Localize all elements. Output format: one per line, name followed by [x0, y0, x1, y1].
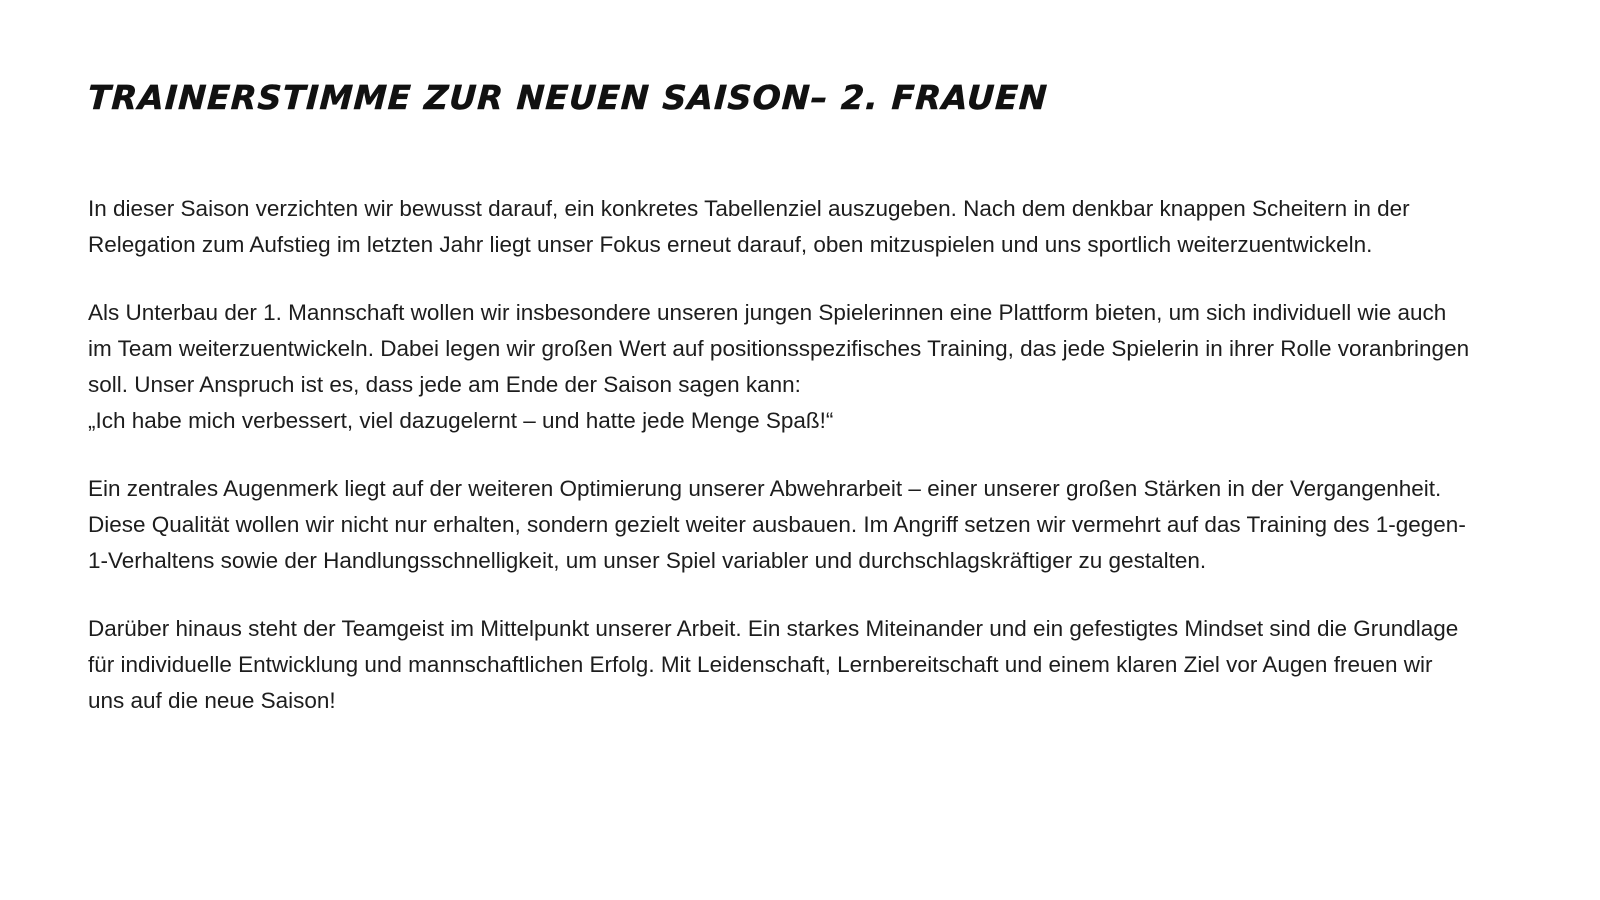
page-title: TRAINERSTIMME ZUR NEUEN SAISON– 2. FRAUEN [86, 78, 1050, 117]
paragraph-1: In dieser Saison verzichten wir bewusst darauf, ein konkretes Tabellenziel auszugeben. Nach dem denkbar knappen Scheitern in der Relegation zum Aufstieg im letzten Jahr liegt unser Fokus erneut darauf, oben mitzuspielen und uns sportlich weiterzuentwickeln. [88, 196, 1410, 257]
paragraph-2-block [88, 295, 1473, 439]
paragraph-2-quote: „Ich habe mich verbessert, viel dazugelernt – und hatte jede Menge Spaß!“ [88, 408, 834, 433]
article-body [88, 191, 1473, 719]
paragraph-4: Darüber hinaus steht der Teamgeist im Mittelpunkt unserer Arbeit. Ein starkes Miteinander und ein gefestigtes Mindset sind die Grundlage für individuelle Entwicklung und mannschaftlichen Erfolg. Mit Leidenschaft, Lernbereitschaft und einem klaren Ziel vor Augen freuen wir uns auf die neue Saison! [88, 616, 1459, 713]
paragraph-3: Ein zentrales Augenmerk liegt auf der weiteren Optimierung unserer Abwehrarbeit – einer unserer großen Stärken in der Vergangenheit. Diese Qualität wollen wir nicht nur erhalten, sondern gezielt weiter ausbauen. Im Angriff setzen wir vermehrt auf das Training des 1-gegen-1-Verhaltens sowie der Handlungsschnelligkeit, um unser Spiel variabler und durchschlagskräftiger zu gestalten. [88, 476, 1466, 573]
paragraph-2: Als Unterbau der 1. Mannschaft wollen wir insbesondere unseren jungen Spielerinnen eine Plattform bieten, um sich individuell wie auch im Team weiterzuentwickeln. Dabei legen wir großen Wert auf positionsspezifisches Training, das jede Spielerin in ihrer Rolle voranbringen soll. Unser Anspruch ist es, dass jede am Ende der Saison sagen kann: [88, 300, 1470, 397]
